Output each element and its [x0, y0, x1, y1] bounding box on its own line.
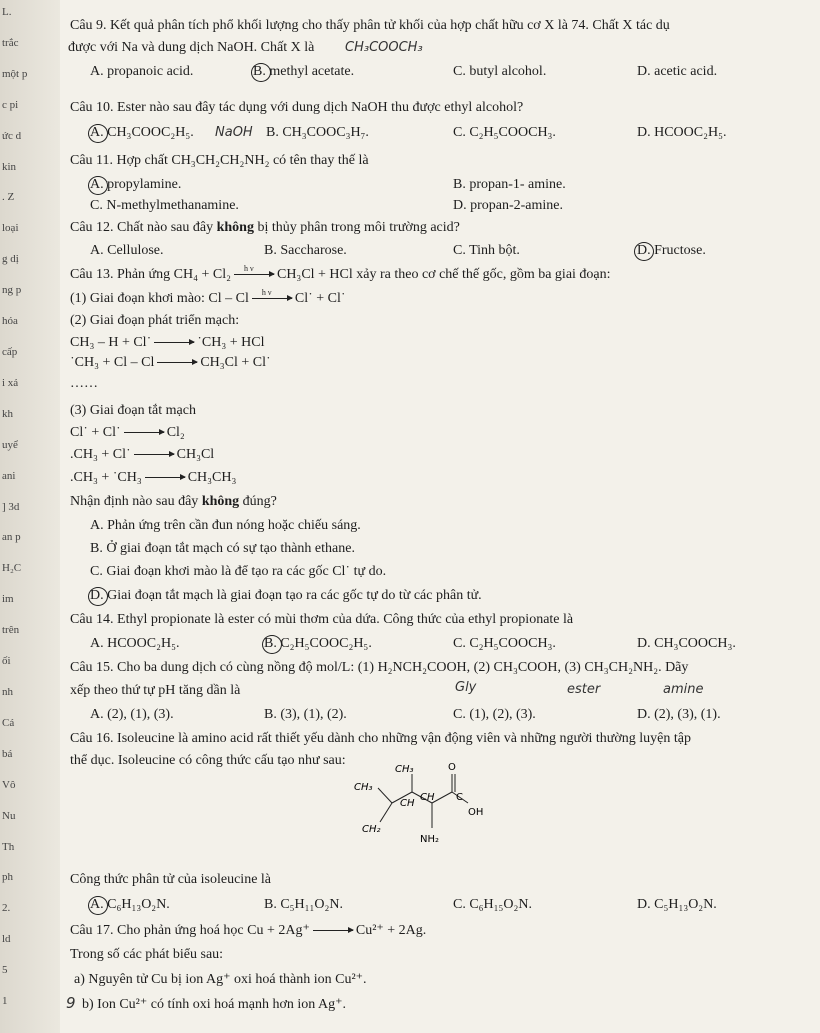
margin-fragment: ng p — [2, 284, 22, 297]
q14-stem: Câu 14. Ethyl propionate là ester có mùi thơm của dứa. Công thức của ethyl propionate là — [70, 612, 574, 627]
q16-option-d: D. C₅H₁₃O₂N. — [637, 897, 717, 912]
margin-fragment: một p — [2, 67, 28, 80]
margin-fragment: Vô — [2, 778, 16, 791]
reaction-arrow-icon — [134, 454, 174, 455]
q13-ellipsis: …… — [70, 376, 98, 391]
margin-fragment: im — [2, 593, 14, 606]
margin-fragment: trên — [2, 624, 20, 637]
q16-option-a: A. C₆H₁₃O₂N. — [90, 897, 170, 912]
margin-fragment: . Z — [2, 191, 15, 204]
q10-option-c: C. C₂H₅COOCH₃. — [453, 125, 556, 140]
q15-option-d: D. (2), (3), (1). — [637, 707, 721, 722]
q15-option-a: A. (2), (1), (3). — [90, 707, 174, 722]
q13-question: Nhận định nào sau đây không đúng? — [70, 494, 277, 509]
q9-stem2: được với Na và dung dịch NaOH. Chất X là — [68, 40, 315, 55]
label-ch3-top: CH₃ — [395, 764, 414, 775]
margin-fragment: kin — [2, 160, 17, 173]
label-c: C — [456, 792, 463, 803]
q10-option-b: B. CH₃COOC₃H₇. — [266, 125, 369, 140]
q10-option-a: A. CH₃COOC₂H₅. — [90, 125, 194, 140]
bond — [380, 803, 392, 822]
q11-stem: Câu 11. Hợp chất CH₃CH₂CH₂NH₂ có tên thay thế là — [70, 153, 369, 168]
q15-option-c: C. (1), (2), (3). — [453, 707, 536, 722]
margin-fragment: 5 — [2, 964, 8, 977]
q17-statement-b: b) Ion Cu²⁺ có tính oxi hoá mạnh hơn ion Ag⁺. — [82, 997, 346, 1012]
q9-option-b: B. methyl acetate. — [253, 64, 355, 79]
q17-handwriting-mark: 9 — [66, 994, 76, 1012]
margin-fragment: c pi — [2, 98, 19, 111]
q14-option-a: A. HCOOC₂H₅. — [90, 636, 180, 651]
margin-fragment: ani — [2, 469, 16, 482]
margin-fragment: H₂C — [2, 562, 22, 575]
q16-option-b: B. C₅H₁₁O₂N. — [264, 897, 344, 912]
q12-option-d: D. Fructose. — [637, 243, 706, 258]
label-oh: OH — [468, 807, 484, 818]
q13-step3-reaction1: Cl˙ + Cl˙ Cl₂ — [70, 425, 185, 440]
bond — [432, 792, 452, 803]
q13-step3-reaction3: .CH₃ + ˙CH₃ CH₃CH₃ — [70, 470, 237, 485]
margin-fragment: i xả — [2, 376, 19, 389]
q12-option-a: A. Cellulose. — [90, 243, 164, 258]
q11-option-c: C. N-methylmethanamine. — [90, 198, 239, 213]
margin-fragment: trắc — [2, 36, 19, 49]
label-ch3-left: CH₃ — [354, 782, 373, 793]
q12-option-c: C. Tinh bột. — [453, 243, 520, 258]
q13-step2-reaction1: CH₃ – H + Cl˙ ˙CH₃ + HCl — [70, 335, 265, 350]
reaction-arrow-icon — [124, 432, 164, 433]
reaction-arrow-icon: h ν — [252, 298, 292, 299]
q13-stem: Câu 13. Phản ứng CH₄ + Cl₂ h ν CH₃Cl + HCl xảy ra theo cơ chế thế gốc, gồm ba giai đoạn: — [70, 264, 611, 282]
q13-step1: (1) Giai đoạn khơi mào: Cl – Cl h ν Cl˙ + Cl˙ — [70, 288, 346, 306]
q14-option-b: B. C₂H₅COOC₂H₅. — [264, 636, 372, 651]
q9-answer-circle — [251, 63, 271, 82]
q17-statement-a: a) Nguyên tử Cu bị ion Ag⁺ oxi hoá thành ion Cu²⁺. — [74, 972, 367, 987]
margin-fragment: Th — [2, 840, 15, 853]
reaction-arrow-icon: h ν — [234, 274, 274, 275]
q14-option-d: D. CH₃COOCH₃. — [637, 636, 736, 651]
q15-handwriting-1: Gly — [455, 680, 477, 695]
q10-handwriting: NaOH — [215, 125, 253, 140]
label-nh2: NH₂ — [420, 834, 440, 845]
label-ch2: CH₂ — [362, 824, 381, 835]
q12-option-b: B. Saccharose. — [264, 243, 347, 258]
q13-answer-circle — [88, 587, 108, 606]
margin-fragment: kh — [2, 407, 13, 420]
q13-step3: (3) Giai đoạn tắt mạch — [70, 403, 196, 418]
label-ch-a: CH — [400, 798, 415, 809]
reaction-arrow-icon — [157, 362, 197, 363]
q14-answer-circle — [262, 635, 282, 654]
q15-handwriting-3: amine — [663, 682, 704, 697]
q11-option-d: D. propan-2-amine. — [453, 198, 564, 213]
q13-option-b: B. Ở giai đoạn tắt mạch có sự tạo thành ethane. — [90, 541, 355, 556]
margin-fragment: ] 3d — [2, 500, 20, 513]
margin-fragment: cấp — [2, 346, 18, 358]
q15-option-b: B. (3), (1), (2). — [264, 707, 347, 722]
reaction-arrow-icon — [145, 477, 185, 478]
q11-answer-circle — [88, 176, 108, 195]
q13-option-a: A. Phản ứng trên cần đun nóng hoặc chiếu sáng. — [90, 518, 361, 533]
margin-fragment: g dị — [2, 253, 19, 266]
q17-sub: Trong số các phát biểu sau: — [70, 947, 224, 962]
margin-fragment: 2. — [2, 902, 11, 915]
margin-fragment: ph — [2, 871, 13, 884]
reaction-arrow-icon — [313, 930, 353, 931]
reaction-arrow-icon — [154, 342, 194, 343]
q9-stem: Câu 9. Kết quả phân tích phổ khối lượng cho thấy phân tử khối của hợp chất hữu cơ X là 74. Chất X tác dụ — [70, 18, 670, 33]
q13-option-c: C. Giai đoạn khơi mào là để tạo ra các gốc Cl˙ tự do. — [90, 564, 387, 579]
q9-option-d: D. acetic acid. — [637, 64, 718, 79]
q17-stem: Câu 17. Cho phản ứng hoá học Cu + 2Ag⁺ Cu²⁺ + 2Ag. — [70, 923, 427, 938]
q16-stem: Câu 16. Isoleucine là amino acid rất thiết yếu dành cho những vận động viên và những người thường luyện tập — [70, 731, 691, 746]
margin-fragment: ld — [2, 933, 11, 946]
q12-stem: Câu 12. Chất nào sau đây không bị thủy phân trong môi trường acid? — [70, 220, 460, 235]
bond — [378, 788, 392, 803]
margin-fragment: ức d — [2, 129, 22, 142]
left-margin-strip — [0, 0, 60, 1033]
margin-fragment: bá — [2, 747, 13, 760]
q15-stem: Câu 15. Cho ba dung dịch có cùng nồng độ mol/L: (1) H₂NCH₂COOH, (2) CH₃COOH, (3) CH₃CH₂NH₂. Dãy — [70, 660, 689, 675]
margin-fragment: an p — [2, 531, 21, 544]
q13-option-d: D. Giai đoạn tắt mạch là giai đoạn tạo ra các gốc tự do từ các phân tử. — [90, 588, 482, 603]
margin-fragment: loại — [2, 222, 19, 235]
q13-step2-reaction2: ˙CH₃ + Cl – Cl CH₃Cl + Cl˙ — [70, 355, 271, 370]
q10-stem: Câu 10. Ester nào sau đây tác dụng với dung dịch NaOH thu được ethyl alcohol? — [70, 100, 524, 115]
q16-stem2: thể dục. Isoleucine có công thức cấu tạo như sau: — [70, 753, 346, 768]
margin-fragment: Nu — [2, 809, 16, 822]
q10-option-d: D. HCOOC₂H₅. — [637, 125, 727, 140]
q9-option-a: A. propanoic acid. — [90, 64, 194, 79]
margin-fragment: Cá — [2, 716, 15, 729]
margin-fragment: nh — [2, 686, 13, 698]
margin-fragment: hóa — [2, 315, 18, 328]
margin-fragment: ối — [2, 655, 11, 668]
label-o: O — [448, 762, 456, 773]
q16-question: Công thức phân tử của isoleucine là — [70, 872, 272, 887]
q11-option-b: B. propan-1- amine. — [453, 177, 566, 192]
margin-fragment: 1 — [2, 995, 8, 1008]
q14-option-c: C. C₂H₅COOCH₃. — [453, 636, 556, 651]
q13-step2: (2) Giai đoạn phát triển mạch: — [70, 313, 240, 328]
q9-option-c: C. butyl alcohol. — [453, 64, 547, 79]
q16-answer-circle — [88, 896, 108, 915]
margin-fragment: uyể — [2, 438, 18, 451]
q11-option-a: A. propylamine. — [90, 177, 182, 192]
label-ch-b: CH — [420, 792, 435, 803]
q10-answer-circle — [88, 124, 108, 143]
q15-stem2: xếp theo thứ tự pH tăng dần là — [70, 683, 241, 698]
q9-handwriting: CH₃COOCH₃ — [345, 40, 423, 55]
q16-option-c: C. C₆H₁₅O₂N. — [453, 897, 533, 912]
q15-handwriting-2: ester — [567, 682, 601, 697]
isoleucine-structure — [340, 760, 500, 865]
q12-answer-circle — [634, 242, 654, 261]
q13-step3-reaction2: .CH₃ + Cl˙ CH₃Cl — [70, 447, 215, 462]
margin-fragment: L. — [2, 6, 12, 18]
